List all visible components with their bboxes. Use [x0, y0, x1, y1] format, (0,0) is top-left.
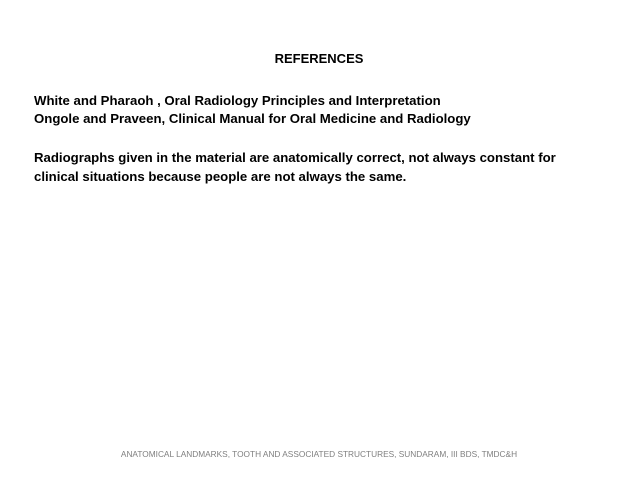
note-line-1: Radiographs given in the material are anatomically correct, not always constant for [34, 150, 556, 165]
slide-title: REFERENCES [274, 51, 364, 66]
slide-footer: ANATOMICAL LANDMARKS, TOOTH AND ASSOCIATED STRUCTURES, SUNDARAM, III BDS, TMDC&H [120, 449, 518, 459]
reference-item-white-pharaoh: White and Pharaoh , Oral Radiology Principles and Interpretation [34, 93, 441, 108]
note-line-2: clinical situations because people are not always the same. [34, 169, 407, 184]
reference-item-ongole-praveen: Ongole and Praveen, Clinical Manual for Oral Medicine and Radiology [34, 111, 471, 126]
